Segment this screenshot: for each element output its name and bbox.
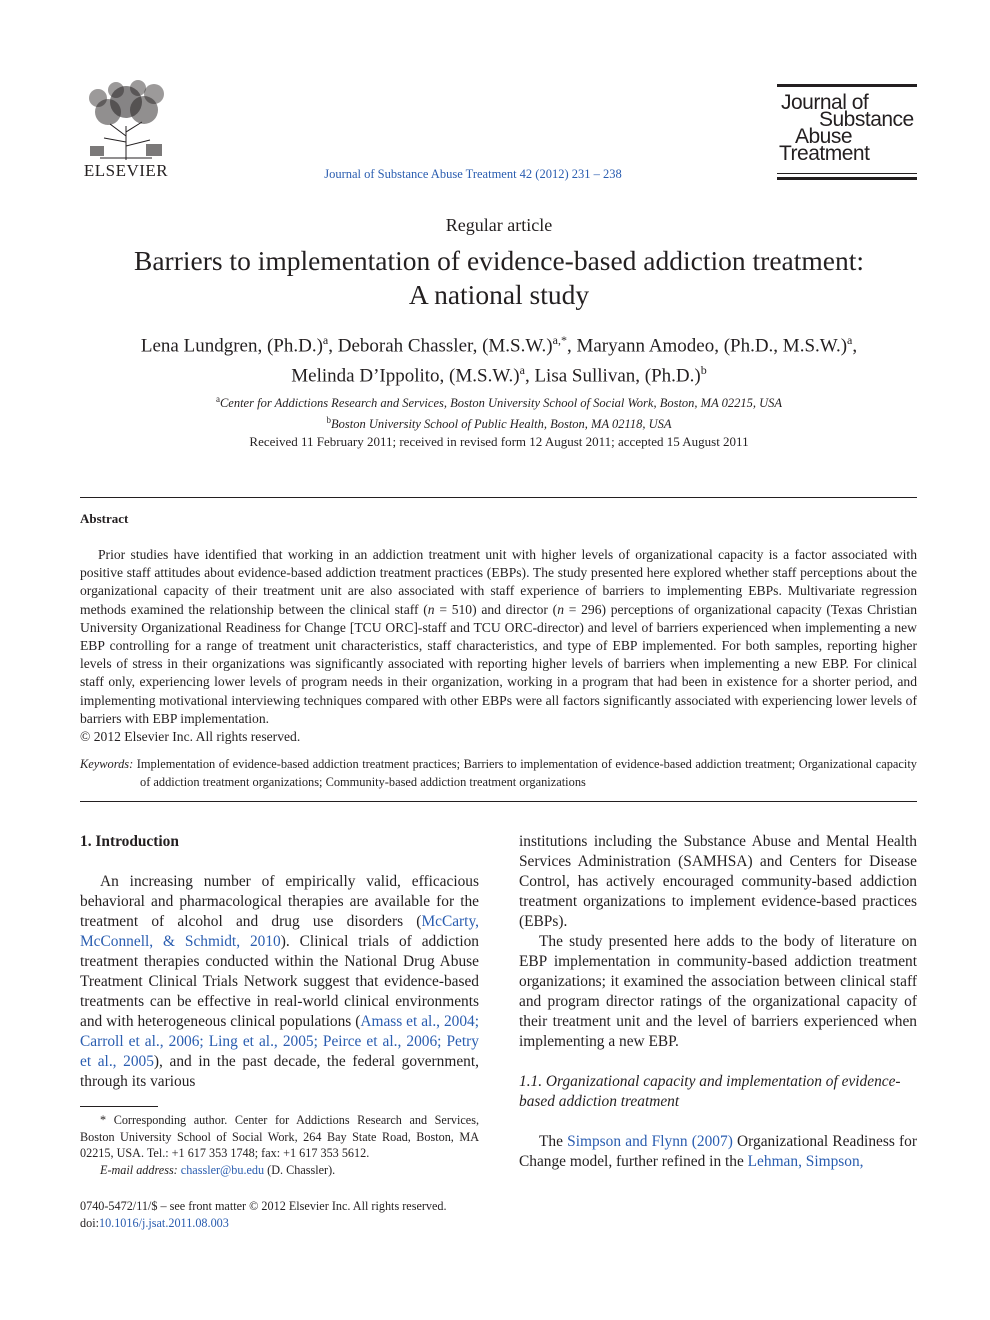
- paragraph: An increasing number of empirically valid, efficacious behavioral and pharmacological therapies are available for the treatment of alcohol and drug use disorders (McCarty, McConnell, & Schmidt, 2010). Clinical trials of addiction treatment therapies conducted within the National Drug Abuse Treatment Clinical Trials Network suggest that evidence-based treatments can be effective in real-world clinical environments and with heterogeneous clinical populations (Amass et al., 2004; Carroll et al., 2006; Ling et al., 2005; Peirce et al., 2006; Petry et al., 2005), and in the past decade, the federal government, through its various: [80, 873, 480, 1090]
- article-title: [60, 244, 938, 312]
- paragraph: institutions including the Substance Abuse and Mental Health Services Administration (SAMHSA) and Centers for Disease Control, has actively encouraged community-based addiction treatment organizations to implement evidence-based practices (EBPs).: [519, 833, 917, 930]
- keywords-text: Implementation of evidence-based addiction treatment practices; Barriers to implementation of evidence-based addiction treatment; Organizational capacity of addiction treatment organizations; Community-based addiction treatment organizations: [136, 757, 917, 789]
- citation-link[interactable]: Lehman, Simpson,: [747, 1153, 864, 1170]
- author-affil-sup: a: [847, 333, 853, 347]
- corresponding-note: * Corresponding author. Center for Addictions Research and Services, Boston University School of Social Work, 264 Bay State Road, Boston, MA 02215, USA. Tel.: +1 617 353 1748; fax: +1 617 353 5612.: [80, 1113, 479, 1160]
- front-matter: [80, 1198, 520, 1231]
- doi-link[interactable]: 10.1016/j.jsat.2011.08.003: [98, 1215, 229, 1230]
- author-affil-sup: a: [519, 363, 525, 378]
- title-line: A national study: [408, 279, 590, 310]
- author-name: Lena Lundgren, (Ph.D.): [140, 335, 323, 357]
- right-column: [519, 832, 917, 1172]
- author-name: Deborah Chassler, (M.S.W.): [337, 335, 553, 357]
- email-note: E-mail address: chassler@bu.edu (D. Chassler).: [100, 1162, 336, 1177]
- author-affil-sup: a,*: [552, 333, 567, 347]
- paragraph: The study presented here adds to the body of literature on EBP implementation in community-based addiction treatment organizations; it examined the association between clinical staff and program director ratings of the organizational capacity of their treatment unit and the level of barriers experienced when implementing a new EBP.: [519, 933, 917, 1050]
- section-heading: 1. Introduction: [80, 833, 179, 850]
- footnote: [80, 1112, 479, 1178]
- author-affil-sup: a: [322, 333, 329, 347]
- title-line: Barriers to implementation of evidence-based addiction treatment:: [133, 245, 864, 276]
- divider: [80, 497, 917, 498]
- journal-logo: [777, 84, 917, 180]
- journal-logo-line: Substance: [819, 108, 914, 131]
- email-link[interactable]: chassler@bu.edu: [180, 1162, 265, 1177]
- author-name: Melinda D’Ippolito, (M.S.W.): [291, 365, 520, 387]
- author-list: Lena Lundgren, $(Ph.D.)^a$, Deborah Chassler, $(M.S.W.)^{a,*}$, Maryann Amodeo, (Ph.D., M.S.W.)$^a$, Melinda D’Ippolito, $(M.S.W.)^a$, Lisa Sullivan, $(Ph.D.)^b$: [140, 333, 858, 387]
- received-dates: Received 11 February 2011; received in revised form 12 August 2011; accepted 15 August 2011: [249, 434, 749, 449]
- citation-link[interactable]: McCarty, McConnell, & Schmidt, 2010: [80, 913, 479, 950]
- journal-logo-line: Treatment: [779, 142, 870, 165]
- keywords: [80, 756, 917, 791]
- affiliation: $^b$Boston University School of Public Health, Boston, MA 02118, USA: [326, 415, 672, 432]
- affiliation: $^a$Center for Addictions Research and Services, Boston University School of Social Work, Boston, MA 02215, USA: [215, 394, 783, 411]
- divider: [80, 801, 917, 802]
- journal-logo-line: Abuse: [795, 125, 853, 148]
- affiliations: [60, 391, 938, 433]
- tree-icon: [80, 80, 172, 162]
- citation-link[interactable]: Amass et al., 2004; Carroll et al., 2006; Ling et al., 2005; Peirce et al., 2006; Petry et al., 2005: [80, 1013, 480, 1070]
- citation-link[interactable]: Simpson and Flynn (2007): [567, 1133, 733, 1150]
- issn-line: 0740-5472/11/$ – see front matter © 2012 Elsevier Inc. All rights reserved.: [80, 1199, 447, 1213]
- article-type: Regular article: [445, 215, 553, 235]
- author-affil-sup: b: [700, 363, 707, 378]
- doi-line: doi:10.1016/j.jsat.2011.08.003: [80, 1215, 229, 1230]
- copyright: © 2012 Elsevier Inc. All rights reserved.: [80, 729, 301, 745]
- left-column: [80, 832, 479, 1092]
- abstract-heading: Abstract: [80, 511, 129, 526]
- author-name: Maryann Amodeo, (Ph.D., M.S.W.): [576, 335, 848, 357]
- abstract-body: Prior studies have identified that working in an addiction treatment unit with higher levels of organizational capacity is a factor associated with positive staff attitudes about evidence-based addiction treatment practices (EBPs). The study presented here explored whether staff perceptions about the organizational capacity of their treatment unit are also associated with staff experience of barriers to implementing EBPs. Multivariate regression methods examined the relationship between the clinical staff (n = 510) and director (n = 296) perceptions of organizational capacity (Texas Christian University Organizational Readiness for Change [TCU ORC]-staff and TCU ORC-director) and level of barriers experienced when implementing a new EBP controlling for a range of treatment unit characteristics, staff characteristics, and type of EBP implemented. For both samples, reporting higher levels of stress in their organizations was significantly associated with reporting higher levels of barriers when implementing a new EBP. For clinical staff only, experiencing lower levels of program needs in their organization, working in a program that had been in existence for a shorter period, and implementing motivational interviewing techniques compared with other EBPs were all factors significantly associated with experiencing lower levels of barriers with EBP implementation. © 2012 Elsevier Inc. All rights reserved.: [80, 547, 917, 745]
- journal-logo-line: Journal of: [781, 91, 869, 114]
- subsection-heading: 1.1. Organizational capacity and implementation of evidence-based addiction treatment: [519, 1073, 901, 1110]
- keywords-label: Keywords:: [80, 757, 134, 771]
- paragraph: The Simpson and Flynn (2007) Organizational Readiness for Change model, further refined in the Lehman, Simpson,: [519, 1133, 917, 1170]
- author-name: Lisa Sullivan, (Ph.D.): [534, 365, 701, 387]
- footnote-rule: [80, 1106, 158, 1107]
- journal-citation-link[interactable]: Journal of Substance Abuse Treatment 42 (2012) 231 – 238: [324, 167, 622, 181]
- publisher-name: ELSEVIER: [83, 161, 169, 180]
